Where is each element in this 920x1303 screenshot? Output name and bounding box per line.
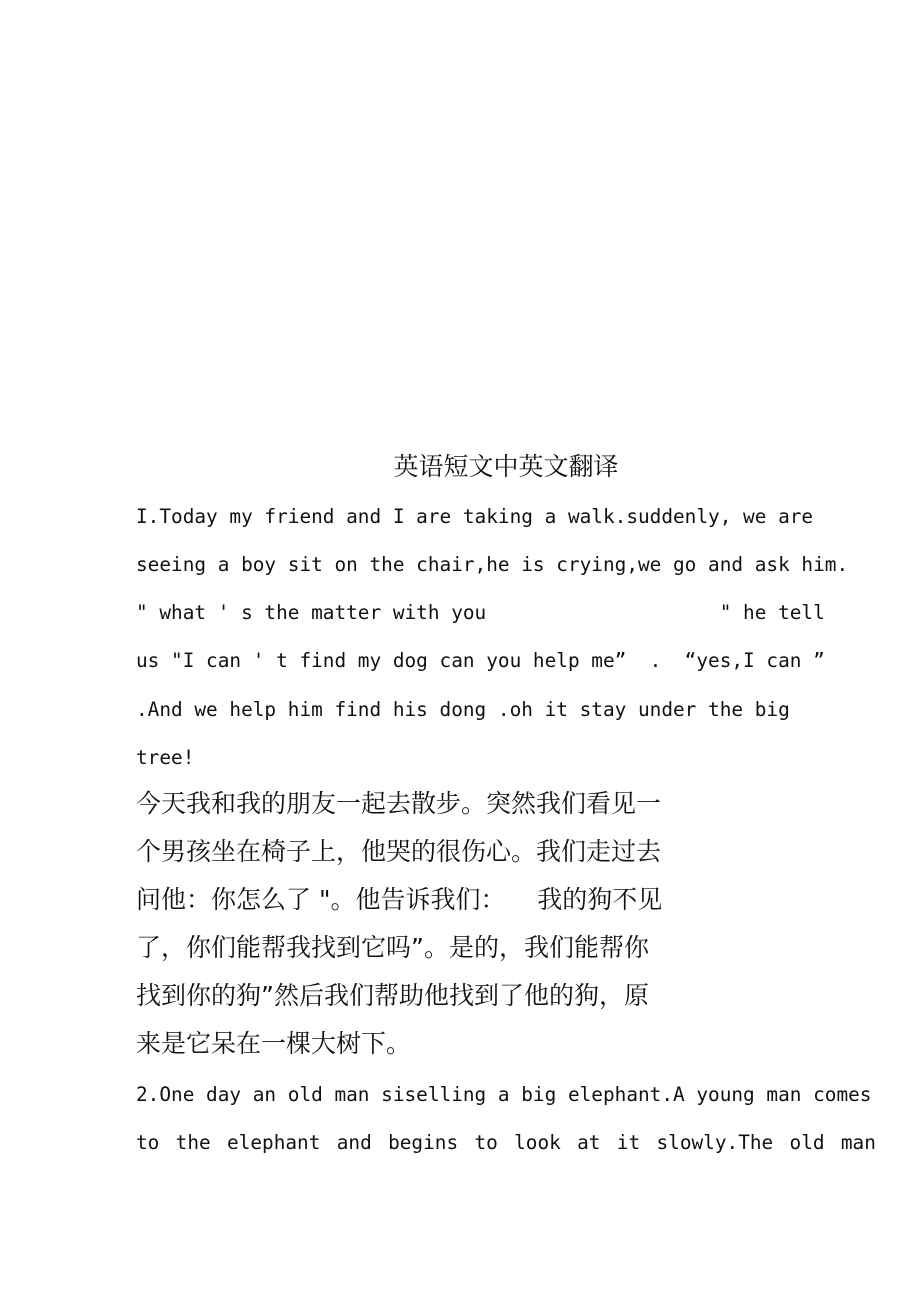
story1-english-line-5: .And we help him find his dong .oh it stay under the big xyxy=(136,698,790,721)
story1-english-line-4: us "I can ' t find my dog can you help me” . “yes,I can ” xyxy=(136,649,825,672)
story2-english-line-2 xyxy=(136,1129,876,1157)
story2-word: to xyxy=(136,1131,160,1154)
story2-word: old xyxy=(789,1131,825,1154)
story1-english-line-2: seeing a boy sit on the chair,he is crying,we go and ask him. xyxy=(136,553,849,576)
story2-word: man xyxy=(840,1131,876,1154)
story2-word: at xyxy=(577,1131,601,1154)
story2-word: and xyxy=(336,1131,372,1154)
story2-word: the xyxy=(175,1131,211,1154)
story1-english-line-1: I.Today my friend and I are taking a walk.suddenly, we are xyxy=(136,505,814,528)
story1-chinese-line-3: 问他：你怎么了 "。他告诉我们： 我的狗不见 xyxy=(136,885,663,914)
story1-english-line-3: " what ' s the matter with you " he tell xyxy=(136,601,825,624)
story1-english-line-6: tree! xyxy=(136,746,195,769)
story1-chinese-line-1: 今天我和我的朋友一起去散步。突然我们看见一 xyxy=(136,789,662,818)
story2-word: it xyxy=(616,1131,641,1154)
story2-word: slowly.The xyxy=(656,1131,774,1154)
story1-chinese-line-4: 了，你们能帮我找到它吗”。是的，我们能帮你 xyxy=(136,933,649,962)
story2-word: elephant xyxy=(227,1131,321,1154)
story2-english-line-1: 2.One day an old man siselling a big elephant.A young man comes xyxy=(136,1083,872,1106)
document-title: 英语短文中英文翻译 xyxy=(393,452,619,481)
story2-word: to xyxy=(474,1131,498,1154)
story1-chinese-line-6: 来是它呆在一棵大树下。 xyxy=(136,1029,412,1058)
story1-chinese-line-5: 找到你的狗”然后我们帮助他找到了他的狗，原 xyxy=(136,981,649,1010)
story2-word: look xyxy=(514,1131,561,1154)
story2-word: begins xyxy=(388,1131,459,1154)
story1-chinese-line-2: 个男孩坐在椅子上，他哭的很伤心。我们走过去 xyxy=(136,837,662,866)
